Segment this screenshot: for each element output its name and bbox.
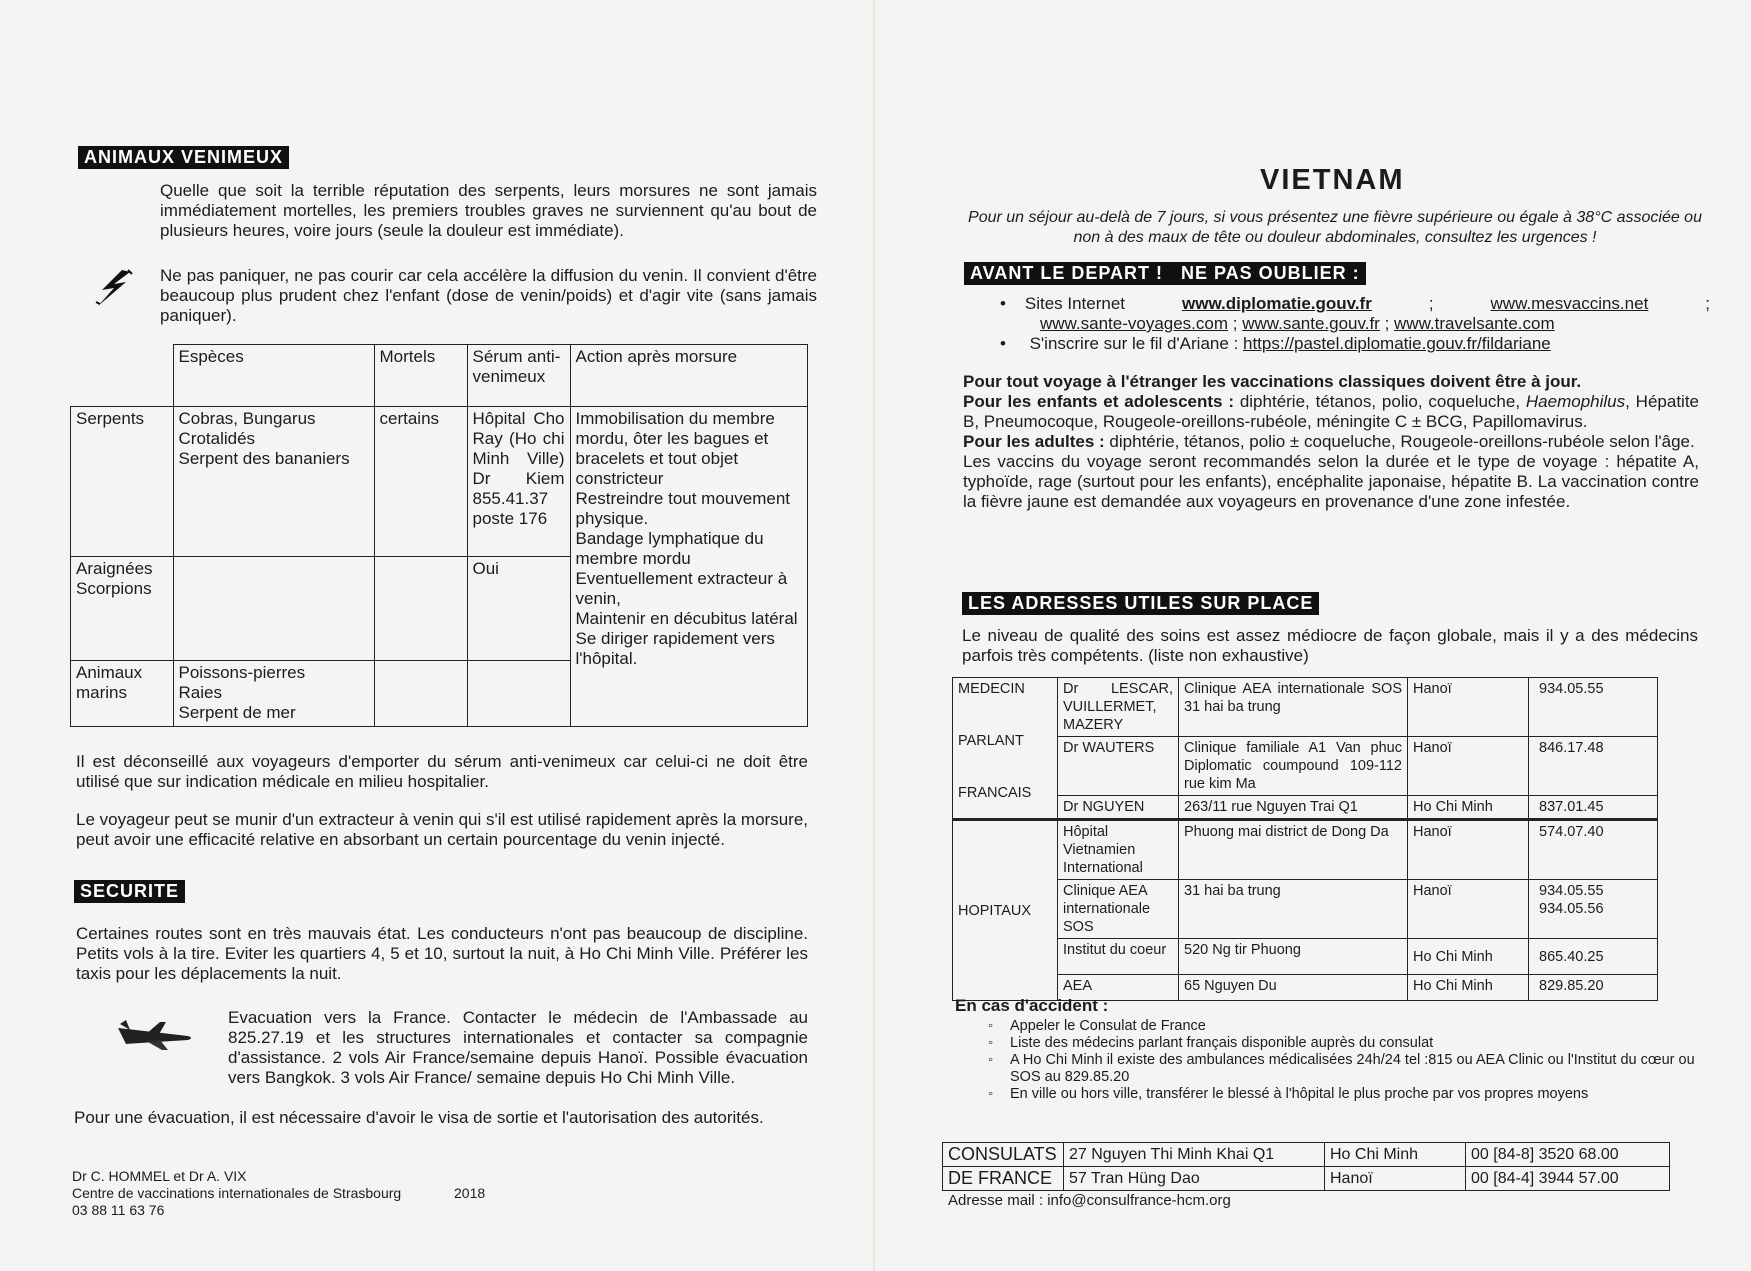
table-row: [953, 939, 1658, 975]
table-row: [953, 820, 1658, 880]
accident-item: ◦ Liste des médecins parlant français disponible auprès du consulat: [988, 1035, 1434, 1051]
adultes-label: Pour les adultes :: [963, 432, 1105, 451]
animaux-paragraph-3: Il est déconseillé aux voyageurs d'emporter du sérum anti-venimeux car celui-ci ne doit être utilisé que sur indication médicale en milieu hospitalier.: [76, 752, 808, 791]
row-phone: 865.40.25: [1529, 939, 1658, 975]
table-row: [943, 1143, 1670, 1167]
header-action: Action après morsure: [570, 345, 808, 407]
row-place: Clinique familiale A1 Van phuc Diplomatic coumpound 109-112 rue kim Ma: [1179, 737, 1408, 796]
intro-warning: Pour un séjour au-delà de 7 jours, si vous présentez une fièvre supérieure ou égale à 38°C associée ou non à des maux de tête ou douleur abdominales, consultez les urgences !: [968, 209, 1702, 246]
row-label: Animaux marins: [71, 661, 174, 727]
animaux-paragraph-2: Ne pas paniquer, ne pas courir car cela accélère la diffusion du venin. Il convient d'être beaucoup plus prudent chez l'enfant (dose de venin/poids) et d'agir vite (sans jamais paniquer).: [160, 266, 817, 325]
ariane-label: S'inscrire sur le fil d'Ariane :: [1029, 334, 1239, 353]
table-row: [71, 407, 808, 557]
link-sante-gouv[interactable]: www.sante.gouv.fr: [1242, 314, 1380, 333]
animaux-paragraph-1: Quelle que soit la terrible réputation des serpents, leurs morsures ne sont jamais immédiatement mortelles, les premiers troubles graves ne surviennent qu'au bout de plusieurs heures, voire jours (seule la douleur est immédiate).: [160, 181, 817, 240]
row-place: Clinique AEA internationale SOS 31 hai ba trung: [1179, 678, 1408, 737]
row-phone: 934.05.55: [1529, 678, 1658, 737]
row-address: 57 Tran Hüng Dao: [1064, 1167, 1325, 1191]
vaccinations-adultes: [963, 432, 1699, 452]
accident-item-text: Liste des médecins parlant français disponible auprès du consulat: [1010, 1035, 1434, 1051]
accident-item-text: En ville ou hors ville, transférer le blessé à l'hôpital le plus proche par vos propres moyens: [1010, 1086, 1589, 1102]
row-place: 520 Ng tir Phuong: [1179, 939, 1408, 975]
table-row: [953, 737, 1658, 796]
category-medecin: [953, 678, 1058, 820]
enfants-text-b: , Hépatite B, Pneumocoque, Rougeole-oreillons-rubéole, méningite C ± BCG, Papillomavirus.: [963, 392, 1699, 431]
table-header-row: [71, 345, 808, 407]
warning-lightning-icon: [92, 268, 138, 308]
link-mesvaccins[interactable]: www.mesvaccins.net: [1490, 294, 1649, 313]
separator: ;: [1705, 294, 1710, 313]
links-line-1: [1000, 294, 1710, 314]
row-species: Poissons-pierres Raies Serpent de mer: [173, 661, 374, 727]
avant-heading: AVANT LE DEPART ! NE PAS OUBLIER :: [964, 262, 1366, 285]
venimeux-table: [70, 344, 808, 727]
category-hopitaux: HOPITAUX: [953, 820, 1058, 1001]
separator: ;: [1428, 294, 1434, 313]
header-serum: Sérum anti-venimeux: [467, 345, 570, 407]
internet-links: [1000, 294, 1710, 354]
row-serum: Hôpital Cho Ray (Ho chi Minh Ville) Dr Kiem 855.41.37 poste 176: [467, 407, 570, 557]
vaccinations-voyage: Les vaccins du voyage seront recommandés selon la durée et le type de voyage : hépatite A, typhoïde, rage (surtout pour les enfants), encéphalite japonaise, hépatite B. La vaccination contre la fièvre jaune est demandée aux voyageurs en provenance d'une zone infestée.: [963, 452, 1699, 511]
row-city: Hanoï: [1408, 678, 1529, 737]
row-city: Ho Chi Minh: [1408, 975, 1529, 1001]
adultes-text: diphtérie, tétanos, polio ± coqueluche, Rougeole-oreillons-rubéole selon l'âge.: [1104, 432, 1695, 451]
row-address: 27 Nguyen Thi Minh Khai Q1: [1064, 1143, 1325, 1167]
row-city: Hanoï: [1325, 1167, 1466, 1191]
accident-item: ◦ A Ho Chi Minh il existe des ambulances médicalisées 24h/24 tel :815 ou AEA Clinic ou l'Institut du cœur ou SOS au 829.85.20: [988, 1052, 1695, 1085]
animaux-paragraph-4: Le voyageur peut se munir d'un extracteur à venin qui s'il est utilisé rapidement après la morsure, peut avoir une efficacité relative en absorbant un certain pourcentage du venin injecté.: [76, 810, 808, 849]
row-name: Dr WAUTERS: [1058, 737, 1179, 796]
row-place: 31 hai ba trung: [1179, 880, 1408, 939]
airplane-icon: [116, 1018, 196, 1052]
header-mortels: Mortels: [374, 345, 467, 407]
adresses-table: [952, 677, 1658, 1001]
vaccinations-enfants: [963, 392, 1699, 432]
row-name: Hôpital Vietnamien International: [1058, 820, 1179, 880]
securite-heading: SECURITE: [74, 880, 185, 903]
sites-label: Sites Internet: [1024, 294, 1126, 313]
row-mortels: [374, 557, 467, 661]
link-diplomatie[interactable]: www.diplomatie.gouv.fr: [1182, 294, 1372, 313]
row-serum: Oui: [467, 557, 570, 661]
footer-authors: Dr C. HOMMEL et Dr A. VIX: [72, 1168, 247, 1184]
row-label: Serpents: [71, 407, 174, 557]
action-cell: Immobilisation du membre mordu, ôter les bagues et bracelets et tout objet constricteur Restreindre tout mouvement physique. Bandage lymphatique du membre mordu Eventuellement extracteur à venin, Maintenir en décubitus latéral Se diriger rapidement vers l'hôpital.: [570, 407, 808, 727]
securite-paragraph-3: Pour une évacuation, il est nécessaire d'avoir le visa de sortie et l'autorisation des autorités.: [74, 1108, 764, 1127]
accident-item-text: A Ho Chi Minh il existe des ambulances médicalisées 24h/24 tel :815 ou AEA Clinic ou l'Institut du cœur ou SOS au 829.85.20: [1010, 1052, 1695, 1085]
row-phone: 00 [84-4] 3944 57.00: [1466, 1167, 1670, 1191]
table-corner: [71, 345, 174, 407]
row-city: Ho Chi Minh: [1408, 796, 1529, 820]
row-city: Hanoï: [1408, 820, 1529, 880]
row-mortels: [374, 661, 467, 727]
table-row: [943, 1167, 1670, 1191]
row-label: Araignées Scorpions: [71, 557, 174, 661]
row-place: 263/11 rue Nguyen Trai Q1: [1179, 796, 1408, 820]
header-especes: Espèces: [173, 345, 374, 407]
consulat-email: Adresse mail : info@consulfrance-hcm.org: [948, 1192, 1231, 1209]
row-phone: 934.05.55 934.05.56: [1529, 880, 1658, 939]
consulats-label-1: CONSULATS: [943, 1143, 1064, 1167]
row-phone: 829.85.20: [1529, 975, 1658, 1001]
links-line-2: www.sante-voyages.com ; www.sante.gouv.fr ; www.travelsante.com: [1040, 314, 1555, 333]
row-mortels: certains: [374, 407, 467, 557]
category-medecin-line-1: MEDECIN: [958, 681, 1025, 697]
row-species: Cobras, Bungarus Crotalidés Serpent des bananiers: [173, 407, 374, 557]
link-sante-voyages[interactable]: www.sante-voyages.com: [1040, 314, 1229, 333]
accident-list: [988, 1018, 1700, 1103]
row-place: 65 Nguyen Du: [1179, 975, 1408, 1001]
enfants-label: Pour les enfants et adolescents :: [963, 392, 1234, 411]
bullet-sites: • Sites Internet: [1000, 294, 1126, 313]
category-medecin-line-2: PARLANT: [958, 733, 1024, 749]
link-travelsante[interactable]: www.travelsante.com: [1394, 314, 1555, 333]
vaccinations-lead: Pour tout voyage à l'étranger les vaccinations classiques doivent être à jour.: [963, 372, 1582, 391]
securite-paragraph-2: Evacuation vers la France. Contacter le médecin de l'Ambassade au 825.27.19 et les structures internationales et contacter sa compagnie d'assistance. 2 vols Air France/semaine depuis Hanoï. Possible évacuation vers Bangkok. 3 vols Air France/ semaine depuis Ho Chi Minh Ville.: [228, 1008, 808, 1087]
accident-heading: En cas d'accident :: [955, 996, 1109, 1015]
vaccinations-block: [963, 372, 1699, 512]
row-city: Hanoï: [1408, 737, 1529, 796]
animaux-heading: ANIMAUX VENIMEUX: [78, 146, 289, 169]
row-name: Dr LESCAR, VUILLERMET, MAZERY: [1058, 678, 1179, 737]
table-row: [953, 796, 1658, 820]
row-city: Ho Chi Minh: [1408, 939, 1529, 975]
footer-center: Centre de vaccinations internationales de Strasbourg: [72, 1185, 402, 1201]
category-medecin-line-3: FRANCAIS: [958, 785, 1032, 801]
row-phone: 846.17.48: [1529, 737, 1658, 796]
row-serum: [467, 661, 570, 727]
table-row: [953, 880, 1658, 939]
row-city: Ho Chi Minh: [1325, 1143, 1466, 1167]
accident-item: ◦ Appeler le Consulat de France: [988, 1018, 1206, 1034]
accident-item-text: Appeler le Consulat de France: [1010, 1018, 1206, 1034]
row-phone: 837.01.45: [1529, 796, 1658, 820]
row-city: Hanoï: [1408, 880, 1529, 939]
page-title: VIETNAM: [1260, 164, 1405, 196]
row-name: AEA: [1058, 975, 1179, 1001]
link-ariane[interactable]: https://pastel.diplomatie.gouv.fr/fildariane: [1243, 334, 1551, 353]
adresses-heading: LES ADRESSES UTILES SUR PLACE: [962, 592, 1319, 615]
consulats-label-2: DE FRANCE: [943, 1167, 1064, 1191]
consulats-table: [942, 1142, 1670, 1191]
footer-year: 2018: [454, 1185, 486, 1201]
page-fold: [873, 0, 876, 1271]
row-name: Institut du coeur: [1058, 939, 1179, 975]
footer-phone: 03 88 11 63 76: [72, 1202, 165, 1218]
row-name: Clinique AEA internationale SOS: [1058, 880, 1179, 939]
table-row: [953, 678, 1658, 737]
enfants-text-a: diphtérie, tétanos, polio, coqueluche,: [1234, 392, 1526, 411]
row-place: Phuong mai district de Dong Da: [1179, 820, 1408, 880]
adresses-intro: Le niveau de qualité des soins est assez médiocre de façon globale, mais il y a des médecins parfois très compétents. (liste non exhaustive): [962, 626, 1698, 665]
row-name: Dr NGUYEN: [1058, 796, 1179, 820]
row-phone: 574.07.40: [1529, 820, 1658, 880]
accident-item: ◦ En ville ou hors ville, transférer le blessé à l'hôpital le plus proche par vos propres moyens: [988, 1086, 1589, 1102]
row-species: [173, 557, 374, 661]
securite-paragraph-1: Certaines routes sont en très mauvais état. Les conducteurs n'ont pas beaucoup de discipline. Petits vols à la tire. Eviter les quartiers 4, 5 et 10, surtout la nuit, à Ho Chi Minh Ville. Préférer les taxis pour les déplacements la nuit.: [76, 924, 808, 983]
ariane-line: • S'inscrire sur le fil d'Ariane : https://pastel.diplomatie.gouv.fr/fildariane: [1000, 334, 1551, 353]
row-phone: 00 [84-8] 3520 68.00: [1466, 1143, 1670, 1167]
enfants-italic: Haemophilus: [1525, 392, 1626, 411]
